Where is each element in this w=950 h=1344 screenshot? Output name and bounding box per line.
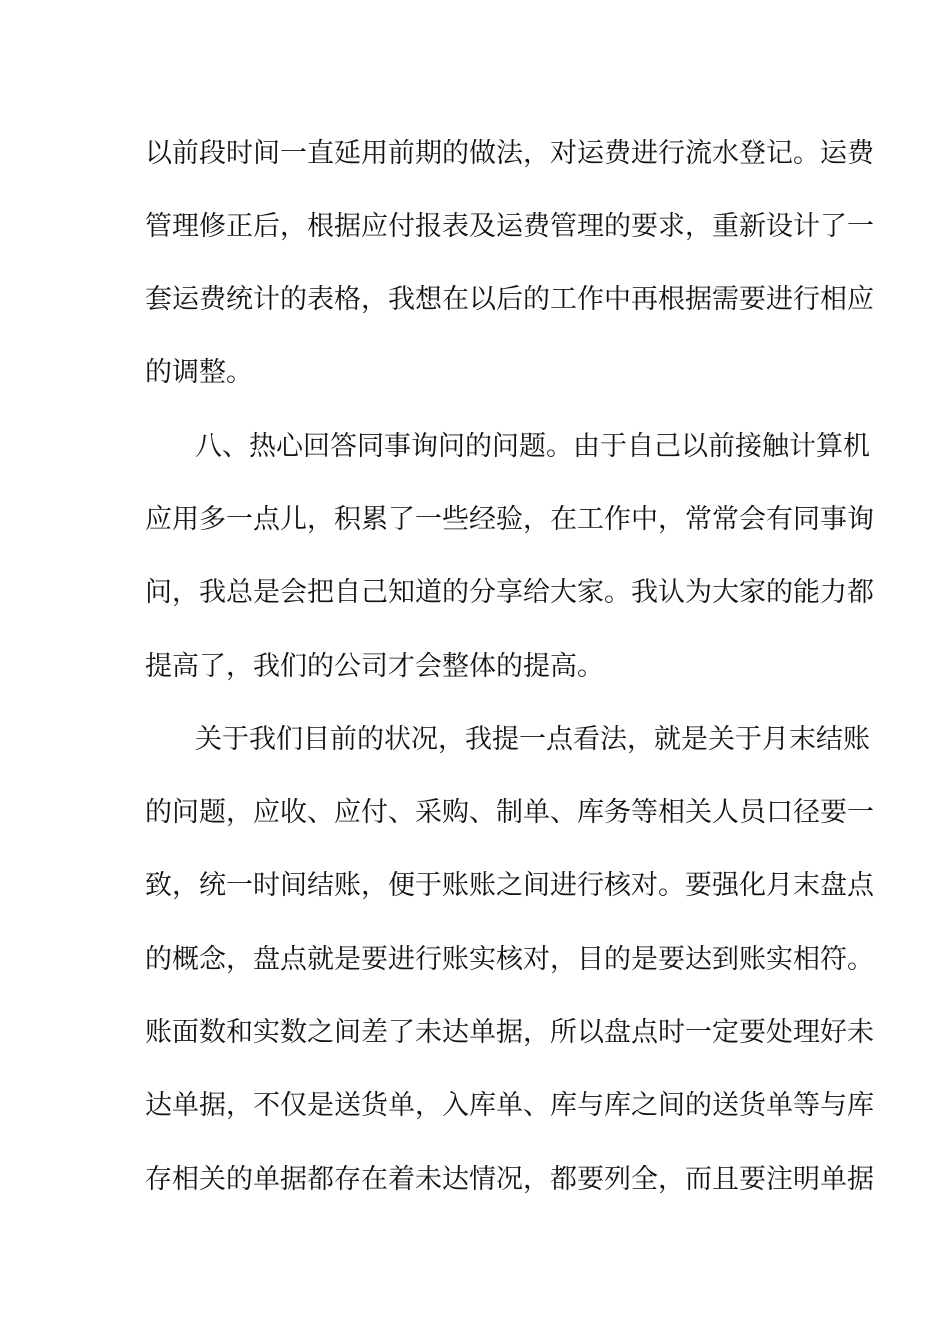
text-line-4: 的调整。 (145, 357, 253, 388)
text-line-1: 以前段时间一直延用前期的做法，对运费进行流水登记。运费 (145, 138, 874, 169)
text-line-13: 账面数和实数之间差了未达单据，所以盘点时一定要处理好未 (145, 1017, 874, 1048)
text-line-12: 的概念，盘点就是要进行账实核对，目的是要达到账实相符。 (145, 944, 874, 975)
text-line-5: 八、热心回答同事询问的问题。由于自己以前接触计算机 (195, 431, 870, 462)
text-line-11: 致，统一时间结账，便于账账之间进行核对。要强化月末盘点 (145, 870, 874, 901)
text-line-14: 达单据，不仅是送货单，入库单、库与库之间的送货单等与库 (145, 1090, 874, 1121)
text-line-15: 存相关的单据都存在着未达情况，都要列全，而且要注明单据 (145, 1164, 874, 1195)
text-line-9: 关于我们目前的状况，我提一点看法，就是关于月末结账 (195, 724, 870, 755)
text-line-7: 问，我总是会把自己知道的分享给大家。我认为大家的能力都 (145, 577, 874, 608)
text-line-8: 提高了，我们的公司才会整体的提高。 (145, 651, 604, 682)
text-line-3: 套运费统计的表格，我想在以后的工作中再根据需要进行相应 (145, 284, 874, 315)
text-line-6: 应用多一点儿，积累了一些经验，在工作中，常常会有同事询 (145, 504, 874, 535)
text-line-2: 管理修正后，根据应付报表及运费管理的要求，重新设计了一 (145, 211, 874, 242)
text-line-10: 的问题，应收、应付、采购、制单、库务等相关人员口径要一 (145, 797, 874, 828)
